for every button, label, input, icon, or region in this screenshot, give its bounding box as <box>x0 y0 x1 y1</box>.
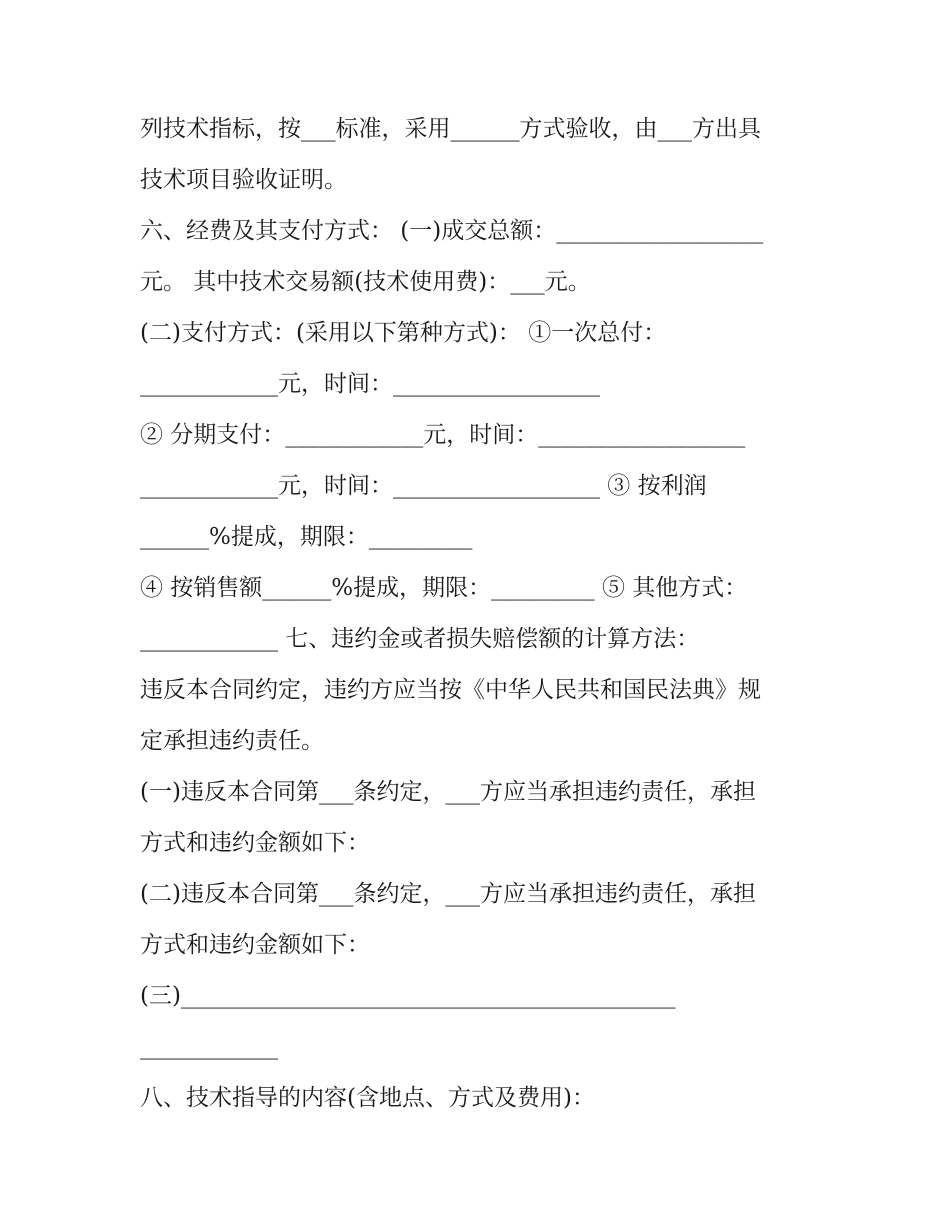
sales-commission-line: ④ 按销售额______%提成，期限：_________ ⑤ 其他方式： <box>140 575 748 601</box>
section-8-heading: 八、技术指导的内容(含地点、方式及费用)： <box>140 1085 595 1111</box>
payment-method-line: (二)支付方式：(采用以下第种方式)： ①一次总付： <box>140 320 667 346</box>
text-line-4: 元。 其中技术交易额(技术使用费)：___元。 <box>140 269 591 295</box>
text-line-17: 方式和违约金额如下： <box>140 932 370 958</box>
section-6-heading: 六、经费及其支付方式： (一)成交总额：__________________ <box>140 218 764 244</box>
breach-clause-3: (三)___________________________________________ <box>140 983 676 1009</box>
text-line-15: 方式和违约金额如下： <box>140 830 370 856</box>
text-line-2: 技术项目验收证明。 <box>140 167 347 193</box>
text-line-13: 定承担违约责任。 <box>140 728 324 754</box>
breach-clause-1: (一)违反本合同第___条约定，___方应当承担违约责任，承担 <box>140 779 756 805</box>
text-line-6: ____________元，时间：__________________ <box>140 371 600 397</box>
breach-clause-2: (二)违反本合同第___条约定，___方应当承担违约责任，承担 <box>140 881 756 907</box>
text-line-12: 违反本合同约定，违约方应当按《中华人民共和国民法典》规 <box>140 677 761 703</box>
section-7-heading: ____________ 七、违约金或者损失赔偿额的计算方法： <box>140 626 700 652</box>
installment-line: ② 分期支付：____________元，时间：__________________ <box>140 422 746 448</box>
text-line-1: 列技术指标，按___标准，采用______方式验收，由___方出具 <box>140 116 761 142</box>
text-line-9: ______%提成，期限：_________ <box>140 524 473 550</box>
text-line-8: ____________元，时间：__________________ ③ 按利润 <box>140 473 707 499</box>
text-line-19: ____________ <box>140 1034 278 1060</box>
document-body <box>140 104 820 1124</box>
